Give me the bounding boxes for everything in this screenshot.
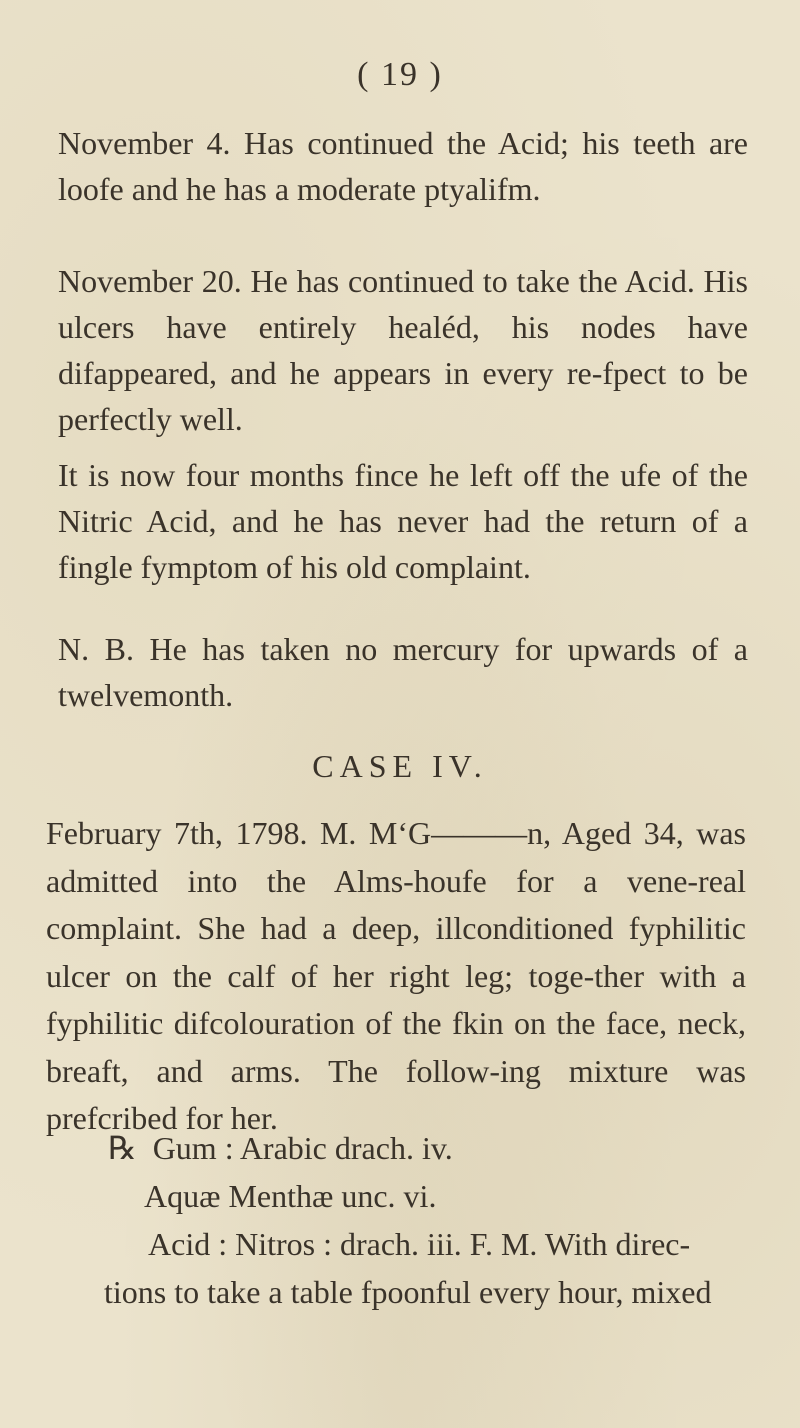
- prescription-line: tions to take a table fpoonful every hour, mixed: [104, 1274, 712, 1310]
- page-number: ( 19 ): [357, 56, 443, 93]
- prescription-line-text: Gum : Arabic drach. iv.: [152, 1130, 453, 1166]
- paragraph-november-20: November 20. He has continued to take the Acid. His ulcers have entirely healéd, his nodes have difappeared, and he appears in every re-fpect to be perfectly well.: [58, 263, 748, 437]
- paragraph-four-months: It is now four months fince he left off the ufe of the Nitric Acid, and he has never had the return of a fingle fymptom of his old complaint.: [58, 457, 748, 585]
- prescription-line: Acid : Nitros : drach. iii. F. M. With direc-: [148, 1226, 691, 1262]
- prescription: [0, 1124, 800, 1316]
- prescription-line: Aquæ Menthæ unc. vi.: [144, 1178, 437, 1214]
- paragraph-case-february: February 7th, 1798. M. M‘G———n, Aged 34, was admitted into the Alms-houfe for a vene-real complaint. She had a deep, illconditioned fyphilitic ulcer on the calf of her right leg; toge-ther with a fyphilitic difcolouration of the fkin on the face, neck, breaft, and arms. The follow-ing mixture was prefcribed for her.: [46, 815, 746, 1136]
- case-heading: CASE IV.: [312, 748, 488, 784]
- paragraph-nota-bene: N. B. He has taken no mercury for upwards of a twelvemonth.: [58, 631, 748, 713]
- prescription-line: [0, 1124, 800, 1172]
- recipe-symbol: ℞: [108, 1130, 137, 1166]
- paragraph-november-4: November 4. Has continued the Acid; his teeth are loofe and he has a moderate ptyalifm.: [58, 125, 748, 207]
